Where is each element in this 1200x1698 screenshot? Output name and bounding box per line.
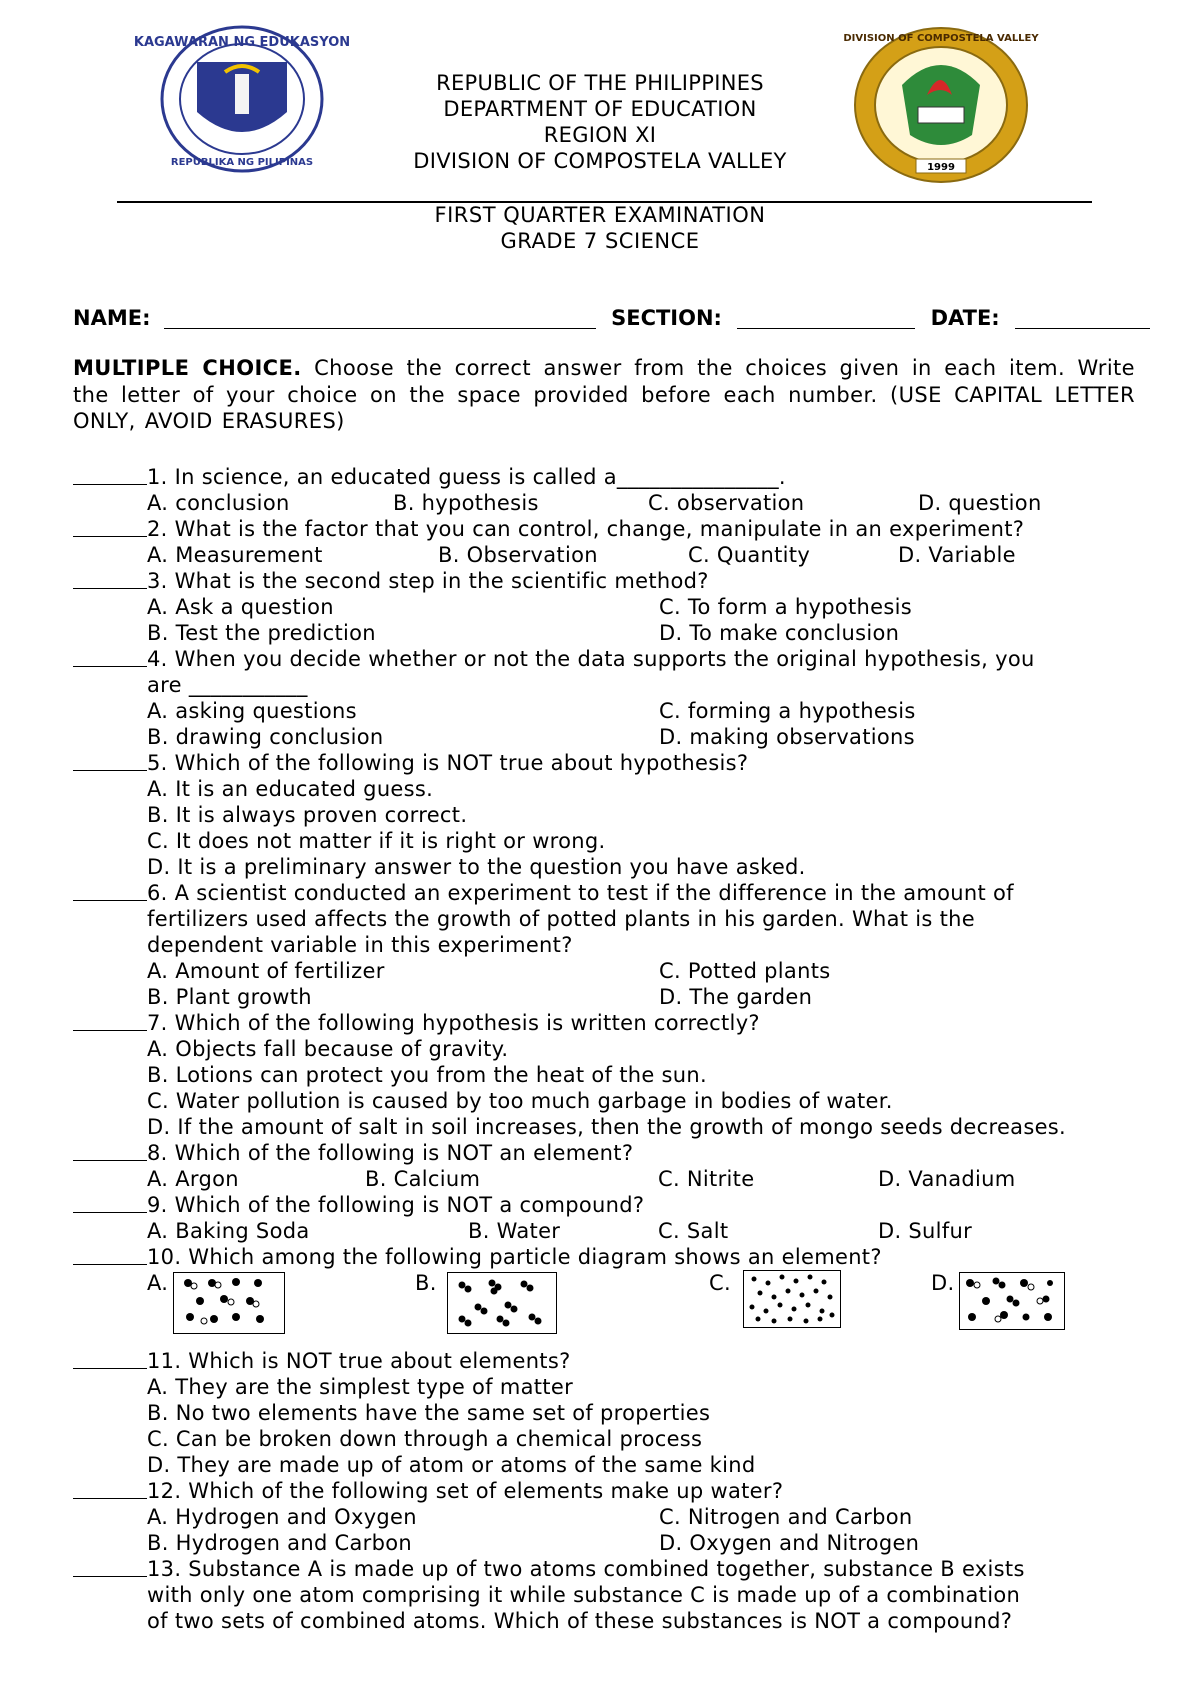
exam-title-line1: FIRST QUARTER EXAMINATION <box>434 203 766 227</box>
choice-line <box>73 1088 1143 1114</box>
choice-line <box>73 1426 1143 1452</box>
question-11 <box>73 1348 1143 1374</box>
question-stem: 1. In science, an educated guess is called a_______________. <box>147 465 786 489</box>
choice: C. Quantity <box>688 543 811 567</box>
question-3 <box>73 568 1143 594</box>
choice-label-b: B. <box>415 1271 437 1295</box>
question-stem: 10. Which among the following particle diagram shows an element? <box>147 1245 882 1269</box>
choice: A. Objects fall because of gravity. <box>147 1037 509 1061</box>
choices-row <box>73 724 1143 750</box>
question-13 <box>73 1556 1143 1582</box>
exam-title-line2: GRADE 7 SCIENCE <box>500 229 700 253</box>
answer-blank-11[interactable] <box>73 1348 147 1369</box>
choice: B. Test the prediction <box>147 621 376 645</box>
question-stem: 8. Which of the following is NOT an element? <box>147 1141 634 1165</box>
answer-blank-1[interactable] <box>73 464 147 485</box>
choice-line <box>73 1452 1143 1478</box>
answer-blank-4[interactable] <box>73 646 147 667</box>
date-field[interactable] <box>1015 306 1150 329</box>
question-stem: 7. Which of the following hypothesis is written correctly? <box>147 1011 760 1035</box>
choice: C. Potted plants <box>659 959 831 983</box>
question-stem-line2: fertilizers used affects the growth of potted plants in his garden. What is the <box>147 907 976 931</box>
section-label: SECTION: <box>611 306 722 330</box>
instructions-text: Choose the correct answer from the choices given in each item. Write the letter of your choice on the space provided before each number. (USE CAPITAL LETTER ONLY, AVOID ERASURES) <box>73 356 1136 433</box>
choice: A. Baking Soda <box>147 1219 310 1243</box>
choices-row <box>73 1530 1143 1556</box>
question-stem: 9. Which of the following is NOT a compound? <box>147 1193 645 1217</box>
choices-row <box>73 1166 1143 1192</box>
choices-row <box>73 620 1143 646</box>
choice: B. Plant growth <box>147 985 312 1009</box>
exam-title <box>300 202 900 254</box>
choice: C. To form a hypothesis <box>659 595 912 619</box>
choice: B. Water <box>468 1219 561 1243</box>
question-list <box>73 464 1143 1634</box>
question-stem-continued <box>73 906 1143 932</box>
student-info-row <box>73 306 1138 330</box>
header-line-division: DIVISION OF COMPOSTELA VALLEY <box>413 149 787 173</box>
section-field[interactable] <box>737 306 915 329</box>
question-stem-line3: of two sets of combined atoms. Which of these substances is NOT a compound? <box>147 1609 1013 1633</box>
choice: A. Ask a question <box>147 595 334 619</box>
choice: D. Sulfur <box>878 1219 973 1243</box>
answer-blank-7[interactable] <box>73 1010 147 1031</box>
choices-row <box>73 490 1143 516</box>
question-4 <box>73 646 1143 672</box>
choice: A. Amount of fertilizer <box>147 959 385 983</box>
choice: B. Observation <box>438 543 598 567</box>
choice: D. Oxygen and Nitrogen <box>659 1531 920 1555</box>
choice: A. It is an educated guess. <box>147 777 434 801</box>
choice: D. The garden <box>659 985 813 1009</box>
question-stem-line3: dependent variable in this experiment? <box>147 933 573 957</box>
question-7 <box>73 1010 1143 1036</box>
choice-line <box>73 776 1143 802</box>
choices-row <box>73 542 1143 568</box>
name-field[interactable] <box>164 306 596 329</box>
choice: D. question <box>918 491 1042 515</box>
division-compostela-valley-seal-icon <box>843 25 1039 185</box>
choice-line <box>73 854 1143 880</box>
question-stem-continued <box>73 1582 1143 1608</box>
question-10 <box>73 1244 1143 1270</box>
seal-ring-top: KAGAWARAN NG EDUKASYON <box>133 35 351 50</box>
choices-row <box>73 1218 1143 1244</box>
choices-row <box>73 958 1143 984</box>
choice: D. If the amount of salt in soil increases, then the growth of mongo seeds decreases. <box>147 1115 1067 1139</box>
seal-ring-text: DIVISION OF COMPOSTELA VALLEY <box>843 33 1039 44</box>
choice: B. Lotions can protect you from the heat of the sun. <box>147 1063 707 1087</box>
question-5 <box>73 750 1143 776</box>
question-stem-continued <box>73 1608 1143 1634</box>
question-stem: 2. What is the factor that you can control, change, manipulate in an experiment? <box>147 517 1025 541</box>
choices-row <box>73 1504 1143 1530</box>
choice: C. forming a hypothesis <box>659 699 916 723</box>
choice-line <box>73 1400 1143 1426</box>
answer-blank-12[interactable] <box>73 1478 147 1499</box>
question-stem: 3. What is the second step in the scientific method? <box>147 569 709 593</box>
seal-year: 1999 <box>927 162 955 173</box>
question-stem-line2: with only one atom comprising it while substance C is made up of a combination <box>147 1583 1021 1607</box>
answer-blank-2[interactable] <box>73 516 147 537</box>
question-stem: 11. Which is NOT true about elements? <box>147 1349 571 1373</box>
choice: D. making observations <box>659 725 915 749</box>
choice: B. Calcium <box>365 1167 481 1191</box>
seal-ring-bottom: REPUBLIKA NG PILIPINAS <box>170 157 314 168</box>
choice-label-c: C. <box>709 1271 731 1295</box>
question-stem: 5. Which of the following is NOT true about hypothesis? <box>147 751 749 775</box>
choice: C. It does not matter if it is right or wrong. <box>147 829 606 853</box>
question-9 <box>73 1192 1143 1218</box>
choice-line <box>73 1374 1143 1400</box>
answer-blank-3[interactable] <box>73 568 147 589</box>
question-stem: 4. When you decide whether or not the data supports the original hypothesis, you <box>147 647 1035 671</box>
choice: D. To make conclusion <box>659 621 900 645</box>
question-1 <box>73 464 1143 490</box>
choice-line <box>73 1062 1143 1088</box>
choice: C. Water pollution is caused by too much garbage in bodies of water. <box>147 1089 893 1113</box>
answer-blank-13[interactable] <box>73 1556 147 1577</box>
choice: A. conclusion <box>147 491 290 515</box>
particle-diagram-b <box>447 1272 557 1334</box>
particle-diagram-a <box>173 1272 285 1334</box>
choice: D. They are made up of atom or atoms of the same kind <box>147 1453 756 1477</box>
question-stem: 6. A scientist conducted an experiment to test if the difference in the amount of <box>147 881 1014 905</box>
choice: D. It is a preliminary answer to the question you have asked. <box>147 855 806 879</box>
choice: A. asking questions <box>147 699 357 723</box>
answer-blank-10[interactable] <box>73 1244 147 1265</box>
choice-label-a: A. <box>147 1271 169 1295</box>
question-stem: 13. Substance A is made up of two atoms combined together, substance B exists <box>147 1557 1025 1581</box>
choice: C. Nitrite <box>658 1167 755 1191</box>
question-stem-continued <box>73 932 1143 958</box>
choices-row <box>73 698 1143 724</box>
question-stem-continued <box>73 672 1143 698</box>
choice: A. They are the simplest type of matter <box>147 1375 573 1399</box>
choice: B. No two elements have the same set of properties <box>147 1401 711 1425</box>
choice: D. Vanadium <box>878 1167 1016 1191</box>
header-line-republic: REPUBLIC OF THE PHILIPPINES <box>436 71 764 95</box>
choice: A. Measurement <box>147 543 323 567</box>
choice-line <box>73 1114 1143 1140</box>
choices-row <box>73 594 1143 620</box>
header-line-region: REGION XI <box>543 123 657 147</box>
choice: A. Hydrogen and Oxygen <box>147 1505 417 1529</box>
instructions-label: MULTIPLE CHOICE. <box>73 356 302 380</box>
question-8 <box>73 1140 1143 1166</box>
answer-blank-9[interactable] <box>73 1192 147 1213</box>
header-block <box>330 70 870 174</box>
choice: B. Hydrogen and Carbon <box>147 1531 412 1555</box>
question-12 <box>73 1478 1143 1504</box>
choice: D. Variable <box>898 543 1016 567</box>
choice: B. It is always proven correct. <box>147 803 468 827</box>
date-label: DATE: <box>930 306 1000 330</box>
choice-line <box>73 1036 1143 1062</box>
choice: C. observation <box>648 491 805 515</box>
particle-diagram-c <box>743 1270 841 1328</box>
deped-seal-icon <box>133 22 351 177</box>
choice-line <box>73 828 1143 854</box>
question-2 <box>73 516 1143 542</box>
choice-label-d: D. <box>931 1271 955 1295</box>
instructions <box>73 355 1135 435</box>
choice: C. Salt <box>658 1219 729 1243</box>
choices-row <box>73 984 1143 1010</box>
choice: A. Argon <box>147 1167 239 1191</box>
choice: C. Can be broken down through a chemical process <box>147 1427 703 1451</box>
answer-blank-5[interactable] <box>73 750 147 771</box>
question-stem-line2: are ___________ <box>147 673 308 697</box>
header-line-deped: DEPARTMENT OF EDUCATION <box>443 97 757 121</box>
particle-diagram-row <box>73 1270 1143 1348</box>
choice: B. hypothesis <box>393 491 539 515</box>
choice-line <box>73 802 1143 828</box>
name-label: NAME: <box>73 306 151 330</box>
question-6 <box>73 880 1143 906</box>
answer-blank-8[interactable] <box>73 1140 147 1161</box>
particle-diagram-d <box>959 1272 1065 1330</box>
answer-blank-6[interactable] <box>73 880 147 901</box>
choice: C. Nitrogen and Carbon <box>659 1505 913 1529</box>
question-stem: 12. Which of the following set of elements make up water? <box>147 1479 784 1503</box>
choice: B. drawing conclusion <box>147 725 384 749</box>
